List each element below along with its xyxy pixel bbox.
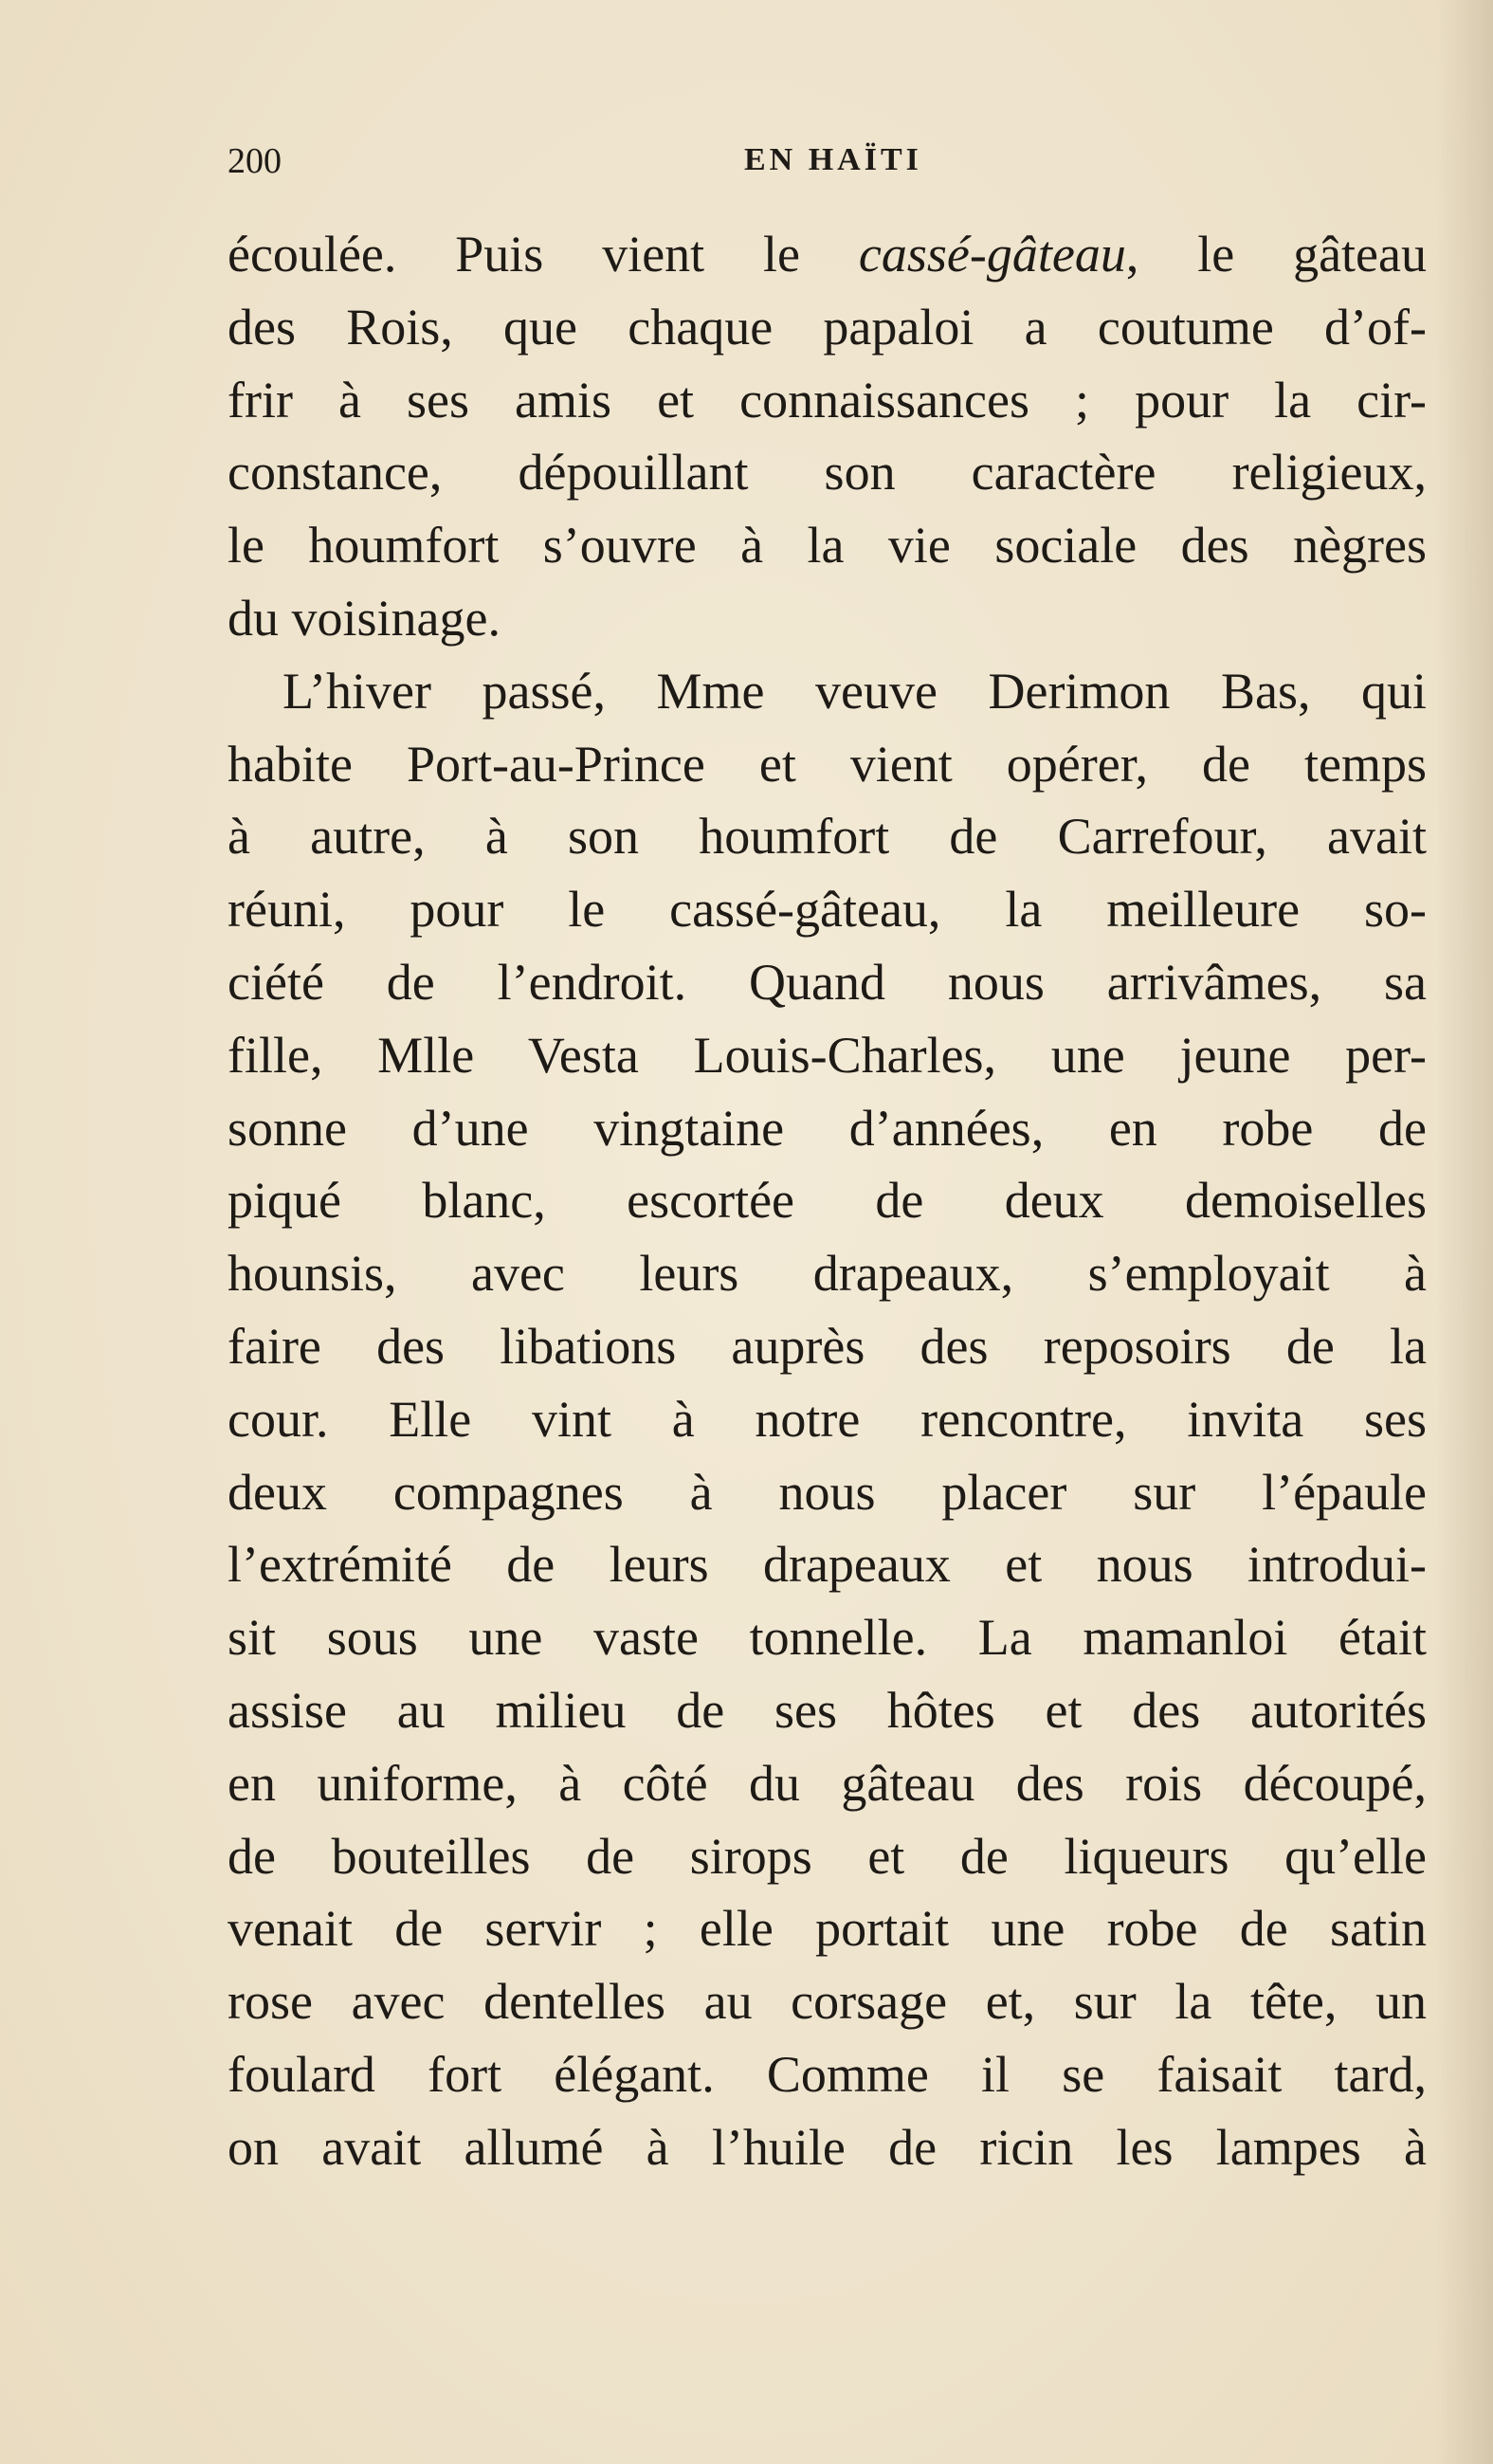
text-line-1 xyxy=(228,218,1427,291)
text-line-6: du voisinage. xyxy=(228,589,501,647)
text-line-7: L’hiver passé, Mme veuve Derimon Bas, qui xyxy=(282,662,1427,720)
text-line-4: constance, dépouillant son caractère religieux, xyxy=(228,444,1427,502)
text-line-26: foulard fort élégant. Comme il se faisait tard, xyxy=(228,2045,1427,2103)
text-line-1-tail: , le gâteau xyxy=(1125,226,1427,283)
text-line-14: piqué blanc, escortée de deux demoiselles xyxy=(228,1172,1427,1230)
page-number: 200 xyxy=(228,141,282,181)
text-line-2: des Rois, que chaque papaloi a coutume d’of- xyxy=(228,298,1427,356)
text-line-27: on avait allumé à l’huile de ricin les lampes à xyxy=(228,2118,1427,2176)
text-line-12: fille, Mlle Vesta Louis-Charles, une jeune per- xyxy=(228,1026,1427,1084)
body-text xyxy=(228,218,1427,2184)
text-line-24: venait de servir ; elle portait une robe de satin xyxy=(228,1900,1427,1958)
text-line-1-start: écoulée. Puis vient le xyxy=(228,226,859,283)
text-line-9: à autre, à son houmfort de Carrefour, avait xyxy=(228,808,1427,866)
text-line-3: frir à ses amis et connaissances ; pour la cir- xyxy=(228,371,1427,429)
text-line-1-italic: cassé-gâteau xyxy=(858,226,1126,283)
text-line-25: rose avec dentelles au corsage et, sur la tête, un xyxy=(228,1973,1427,2031)
text-line-11: ciété de l’endroit. Quand nous arrivâmes, sa xyxy=(228,953,1427,1011)
page-header xyxy=(228,140,1412,188)
running-title: EN HAÏTI xyxy=(744,142,922,177)
text-line-13: sonne d’une vingtaine d’années, en robe de xyxy=(228,1099,1427,1157)
text-line-10: réuni, pour le cassé-gâteau, la meilleure so- xyxy=(228,881,1427,939)
text-line-20: sit sous une vaste tonnelle. La mamanloi était xyxy=(228,1609,1427,1667)
text-line-8: habite Port-au-Prince et vient opérer, de temps xyxy=(228,735,1427,793)
text-line-5: le houmfort s’ouvre à la vie sociale des nègres xyxy=(228,517,1427,575)
text-line-17: cour. Elle vint à notre rencontre, invita ses xyxy=(228,1390,1427,1448)
text-line-23: de bouteilles de sirops et de liqueurs qu’elle xyxy=(228,1827,1427,1885)
text-line-22: en uniforme, à côté du gâteau des rois découpé, xyxy=(228,1754,1427,1812)
page-edge-shadow xyxy=(1436,0,1493,2464)
text-line-18: deux compagnes à nous placer sur l’épaule xyxy=(228,1463,1427,1521)
text-line-16: faire des libations auprès des reposoirs de la xyxy=(228,1317,1427,1375)
text-line-19: l’extrémité de leurs drapeaux et nous introdui- xyxy=(228,1536,1427,1594)
text-line-21: assise au milieu de ses hôtes et des autorités xyxy=(228,1681,1427,1739)
text-line-15: hounsis, avec leurs drapeaux, s’employait à xyxy=(228,1245,1427,1303)
